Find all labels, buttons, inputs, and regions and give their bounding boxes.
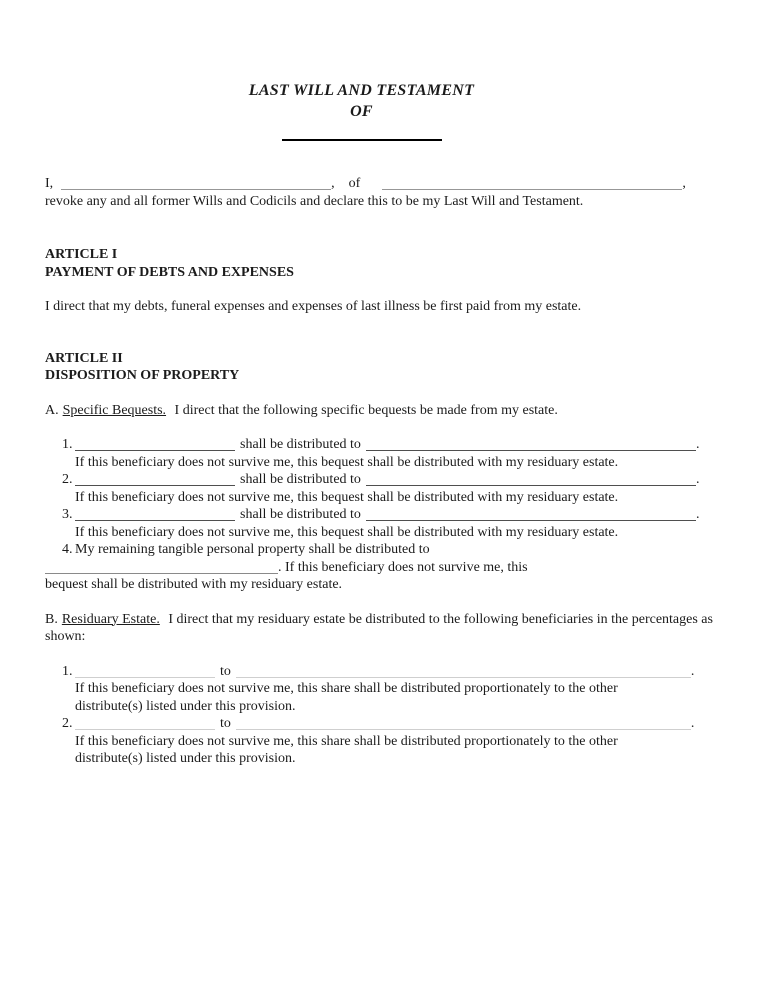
testator-residence-blank [382,175,682,190]
bequest-2-period: . [695,472,700,487]
opening-line2: revoke any and all former Wills and Codicils and declare this to be my Last Will and Testament. [45,193,584,209]
testator-name-title-blank [282,139,442,141]
opening-comma2: , [682,176,686,191]
bequest-item-1 [45,436,723,454]
document-title-line2: OF [350,103,373,120]
opening-line1 [45,175,723,193]
bequest-1-period: . [695,437,700,452]
bequest-item-2-number: 2. [62,472,73,487]
bequest-1-mid-text: shall be distributed to [240,437,361,452]
bequest-item-4-line2-text: . If this beneficiary does not survive me, this [278,559,528,575]
article2-heading-line1: ARTICLE II [45,350,123,366]
article1-body: I direct that my debts, funeral expenses and expenses of last illness be first paid from my estate. [45,299,582,314]
bequest-item-3-note: If this beneficiary does not survive me, this bequest shall be distributed with my residuary estate. [75,524,619,540]
residuary-item-1-number: 1. [62,663,73,679]
residuary-2-period: . [690,716,695,731]
bequest-2-mid-text: shall be distributed to [240,472,361,487]
bequest-item-4-number: 4. [62,542,73,557]
bequest-item-3 [45,506,723,524]
residuary-item-2 [45,715,723,733]
document-title-line1: LAST WILL AND TESTAMENT [248,82,475,99]
bequest-3-property-blank [75,506,235,521]
bequest-item-4-line2 [45,559,723,577]
residuary-item-2-note-line1: If this beneficiary does not survive me, this share shall be distributed proportionately to the other [75,733,618,749]
residuary-item-2-note-line2: distribute(s) listed under this provision. [75,751,296,766]
sectionA-heading: Specific Bequests. [62,402,167,418]
bequest-item-4 [45,541,723,559]
sectionB-list [45,663,723,768]
residuary-1-period: . [690,663,695,679]
bequest-item-4-line3: bequest shall be distributed with my residuary estate. [45,577,343,592]
residuary-2-beneficiary-blank [236,715,691,730]
bequest-1-property-blank [75,436,235,451]
sectionA-label: A. [45,402,59,418]
bequest-item-1-number: 1. [62,437,73,452]
residuary-1-percentage-blank [75,663,215,678]
opening-comma1: , [331,176,335,191]
bequest-2-beneficiary-blank [366,471,696,486]
sectionB-label: B. [45,611,58,627]
bequest-3-mid-text: shall be distributed to [240,507,361,522]
article1-heading-line1: ARTICLE I [45,247,118,262]
residuary-item-1-note-line1: If this beneficiary does not survive me, this share shall be distributed proportionately to the other [75,681,618,696]
bequest-4-beneficiary-blank [45,559,278,574]
residuary-1-to-text: to [220,663,231,679]
sectionA-lead-text: I direct that the following specific bequests be made from my estate. [174,402,558,418]
residuary-1-beneficiary-blank [236,663,691,678]
residuary-2-to-text: to [220,716,231,731]
document-title-block [45,80,678,141]
residuary-item-1 [45,663,723,681]
sectionB-heading: Residuary Estate. [61,611,160,627]
bequest-item-1-note: If this beneficiary does not survive me, this bequest shall be distributed with my residuary estate. [75,454,619,470]
sectionB-lead-text: I direct that my residuary estate be distributed to the following beneficiaries in the percentages as shown: [45,611,713,644]
bequest-1-beneficiary-blank [366,436,696,451]
bequest-item-3-number: 3. [62,507,73,522]
article2-heading-line2: DISPOSITION OF PROPERTY [45,368,240,383]
residuary-item-2-number: 2. [62,716,73,731]
article1-heading-line2: PAYMENT OF DEBTS AND EXPENSES [45,264,294,280]
sectionA-list [45,436,723,594]
opening-declaration [45,175,723,210]
bequest-item-2-note: If this beneficiary does not survive me, this bequest shall be distributed with my residuary estate. [75,489,619,505]
bequest-3-beneficiary-blank [366,506,696,521]
opening-i-label: I, [45,176,54,191]
residuary-2-percentage-blank [75,715,215,730]
sectionB-lead [45,611,723,646]
article1-heading [45,246,723,281]
article2-heading [45,350,723,385]
sectionA-lead [45,402,723,420]
opening-of-label: of [348,176,361,191]
residuary-item-1-note-line2: distribute(s) listed under this provision. [75,698,296,714]
bequest-3-period: . [695,507,700,522]
bequest-item-2 [45,471,723,489]
bequest-2-property-blank [75,471,235,486]
bequest-item-4-line1: My remaining tangible personal property shall be distributed to [75,542,430,557]
testator-name-blank [61,175,331,190]
